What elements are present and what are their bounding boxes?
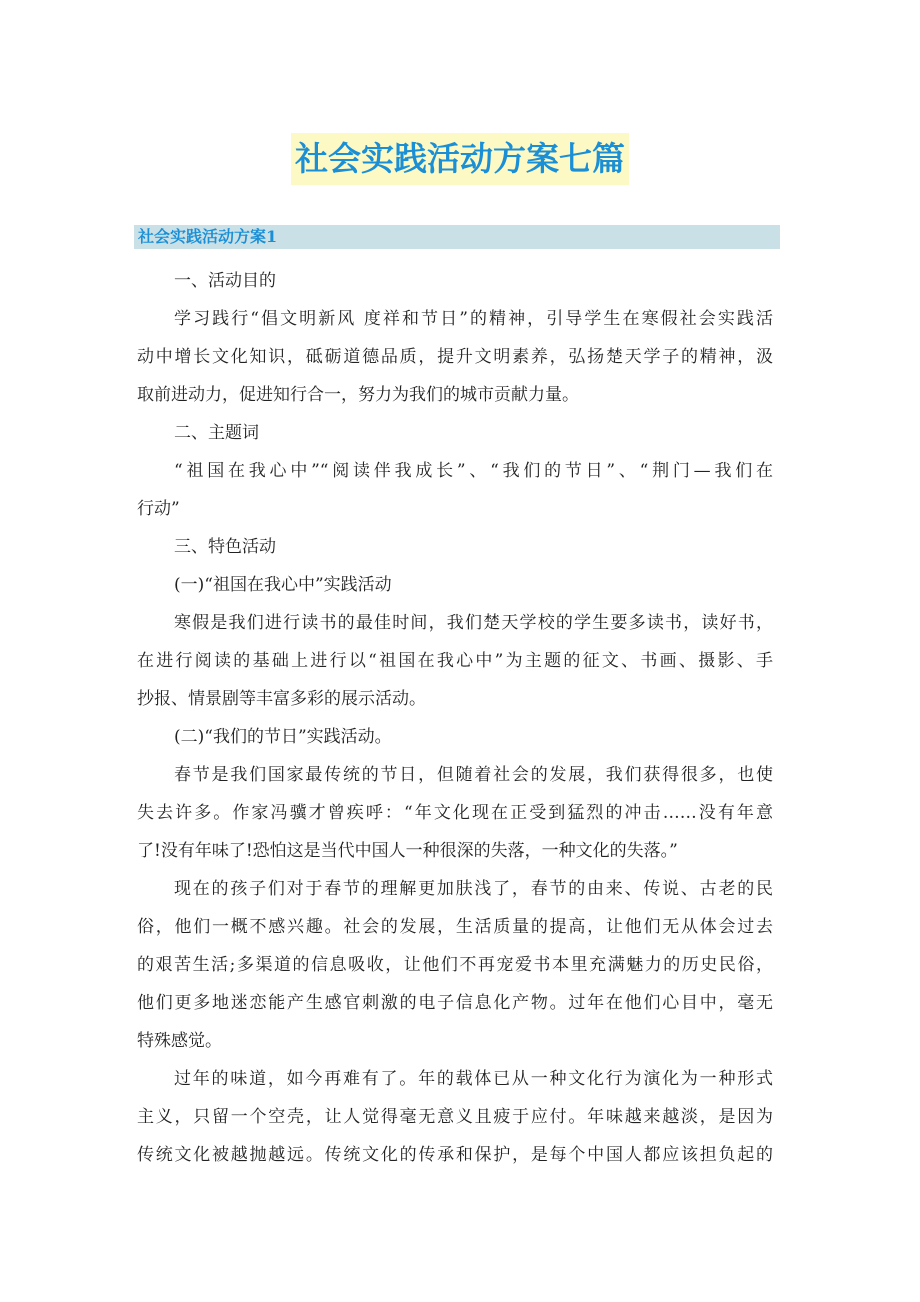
text-line: 抄报、情景剧等丰富多彩的展示活动。	[137, 689, 426, 709]
text-line: (一)“祖国在我心中”实践活动	[174, 575, 392, 595]
section-heading-bar	[134, 225, 780, 249]
text-line: 传统文化被越抛越远。传统文化的传承和保护，是每个中国人都应该担负起的	[137, 1145, 773, 1165]
text-line: 春节是我们国家最传统的节日，但随着社会的发展，我们获得很多，也使	[174, 765, 773, 785]
text-line: 行动”	[137, 499, 180, 519]
title-container	[0, 133, 920, 185]
section-heading: 社会实践活动方案1	[138, 227, 278, 246]
text-line: 一、活动目的	[174, 271, 276, 291]
text-line: 寒假是我们进行读书的最佳时间，我们楚天学校的学生要多读书，读好书，	[174, 613, 773, 633]
text-line: 取前进动力，促进知行合一，努力为我们的城市贡献力量。	[137, 385, 579, 405]
text-line: 现在的孩子们对于春节的理解更加肤浅了，春节的由来、传说、古老的民	[174, 879, 773, 899]
text-line: 俗，他们一概不感兴趣。社会的发展，生活质量的提高，让他们无从体会过去	[137, 917, 773, 937]
text-line: 失去许多。作家冯骥才曾疾呼：“年文化现在正受到猛烈的冲击……没有年意	[137, 803, 773, 823]
text-line: 主义，只留一个空壳，让人觉得毫无意义且疲于应付。年味越来越淡，是因为	[137, 1107, 773, 1127]
text-line: 的艰苦生活;多渠道的信息吸收，让他们不再宠爱书本里充满魅力的历史民俗，	[137, 955, 773, 975]
document-body	[137, 262, 773, 1174]
text-line: 他们更多地迷恋能产生感官刺激的电子信息化产物。过年在他们心目中，毫无	[137, 993, 773, 1013]
text-line: 过年的味道，如今再难有了。年的载体已从一种文化行为演化为一种形式	[174, 1069, 773, 1089]
text-line: 动中增长文化知识，砥砺道德品质，提升文明素养，弘扬楚天学子的精神，汲	[137, 347, 773, 367]
text-line: 了!没有年味了!恐怕这是当代中国人一种很深的失落，一种文化的失落。”	[137, 841, 678, 861]
text-line: 在进行阅读的基础上进行以“祖国在我心中”为主题的征文、书画、摄影、手	[137, 651, 773, 671]
text-line: 二、主题词	[174, 423, 259, 443]
text-line: 三、特色活动	[174, 537, 276, 557]
page-title: 社会实践活动方案七篇	[291, 133, 629, 185]
text-line: “祖国在我心中”“阅读伴我成长”、“我们的节日”、“荆门—我们在	[174, 461, 773, 481]
text-line: 学习践行“倡文明新风 度祥和节日”的精神，引导学生在寒假社会实践活	[174, 309, 773, 329]
text-line: 特殊感觉。	[137, 1031, 222, 1051]
text-line: (二)“我们的节日”实践活动。	[174, 727, 392, 747]
